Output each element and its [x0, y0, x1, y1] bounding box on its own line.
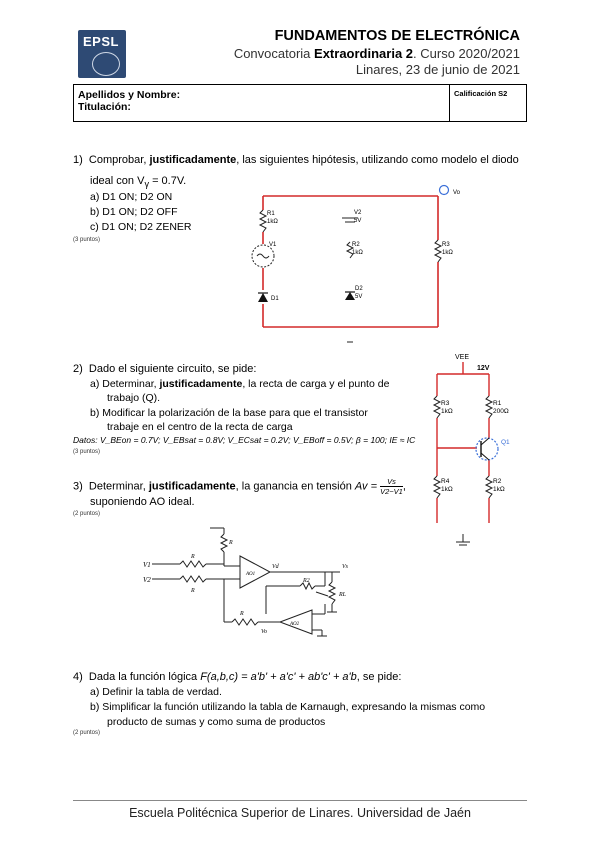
r2-value: 1kΩ: [493, 486, 505, 493]
q2-item-b-cont: trabaje en el centro de la recta de carga: [107, 421, 293, 433]
r2-label: R2: [493, 478, 502, 485]
r1-value: 200Ω: [493, 408, 509, 415]
q3-points: (2 puntos): [73, 511, 101, 517]
q4-item-a: a) Definir la tabla de verdad.: [90, 686, 222, 698]
q4-item-b: b) Simplificar la función utilizando la tabla de Karnaugh, expresando la mismas como: [90, 701, 486, 713]
r2-label: R2: [352, 242, 360, 248]
q4-item-b-cont: producto de sumas y como suma de productos: [107, 716, 326, 728]
r-feedback-label: R: [240, 611, 244, 617]
d2-value: 5V: [355, 294, 363, 300]
r1-resistor: [486, 396, 492, 418]
place-date: Linares, 23 de junio de 2021: [355, 62, 520, 77]
footer: Escuela Politécnica Superior de Linares. Universidad de Jaén: [129, 806, 471, 820]
v2-label: V2: [354, 210, 362, 216]
r3-label: R3: [441, 400, 450, 407]
q2-item-b: b) Modificar la polarización de la base para que el transistor: [90, 407, 368, 419]
r-input-2: [180, 576, 206, 582]
grade-label: Calificación S2: [454, 89, 508, 98]
footer-divider: [73, 800, 527, 801]
grade-cell: [450, 85, 527, 122]
question-3: 3) Determinar, justificadamente, la ganancia en tensión Av = $\frac{Vs}{V2-V1}$ ,: [73, 477, 406, 496]
rl-label: RL: [339, 592, 347, 598]
d2-label: D2: [355, 286, 363, 292]
v1-label: V1: [269, 242, 277, 248]
circuit-q1: [250, 182, 460, 347]
vs-label: Vs: [342, 564, 348, 570]
q1-label: Q1: [501, 439, 510, 446]
epsl-logo: [78, 30, 126, 78]
vee-value: 12V: [477, 365, 490, 372]
d1-diode: [258, 293, 268, 302]
circuit-q3: [140, 522, 360, 647]
q2-item-a-cont: trabajo (Q).: [107, 392, 161, 404]
circuit-q2: [425, 348, 535, 550]
r2-label: R2: [303, 578, 310, 584]
question-1: 1) Comprobar, justificadamente, las siguientes hipótesis, utilizando como modelo el diodo: [73, 154, 519, 166]
degree-label: Titulación:: [78, 101, 131, 113]
vee-label: VEE: [455, 354, 470, 361]
q1-points: (3 puntos): [73, 237, 101, 243]
r-label-2: R: [191, 588, 195, 594]
ao1-label: AO1: [246, 572, 256, 577]
r2-value: 1kΩ: [352, 250, 363, 256]
r1-resistor: [260, 210, 266, 232]
r-input-1: [180, 561, 206, 567]
question-4: 4) Dada la función lógica F(a,b,c) = a'b' + a'c' + ab'c' + a'b, se pide:: [73, 671, 402, 683]
q1-item-c: c) D1 ON; D2 ZENER: [90, 221, 192, 233]
r1-value: 1kΩ: [267, 219, 278, 225]
r-label-1: R: [191, 554, 195, 560]
ao2-label: AO2: [290, 622, 300, 627]
v2-value: 5V: [354, 218, 362, 224]
probe-icon: [440, 186, 449, 195]
q4-points: (2 puntos): [73, 730, 101, 736]
question-3-cont: suponiendo AO ideal.: [90, 496, 195, 508]
r3-label: R3: [442, 242, 450, 248]
globe-icon: [92, 52, 120, 76]
rl-resistor: [329, 582, 335, 604]
q1-item-b: b) D1 ON; D2 OFF: [90, 206, 178, 218]
r1-label: R1: [493, 400, 502, 407]
r-top-label: R: [229, 540, 233, 546]
d2-diode: [345, 292, 355, 300]
q2-item-a: a) Determinar, justificadamente, la recta de carga y el punto de: [90, 378, 390, 390]
vo-label: Vo: [261, 629, 267, 635]
r-feedback: [232, 619, 258, 625]
probe-label: Vo: [453, 190, 460, 196]
name-degree-cell[interactable]: [74, 85, 450, 122]
r4-value: 1kΩ: [441, 486, 453, 493]
r4-resistor: [434, 476, 440, 498]
logo-text: EPSL: [83, 34, 119, 49]
exam-call: Convocatoria Extraordinaria 2. Curso 2020/2021: [233, 46, 520, 61]
r-top-resistor: [221, 534, 227, 552]
q2-data: Datos: V_BEon = 0.7V; V_EBsat = 0.8V; V_ECsat = 0.2V; V_EBoff = 0.5V; β = 100; IE ≈ IC: [73, 435, 416, 445]
course-title: FUNDAMENTOS DE ELECTRÓNICA: [274, 28, 520, 44]
r3-resistor: [435, 240, 441, 262]
v2-label: V2: [143, 576, 151, 584]
name-label: Apellidos y Nombre:: [78, 89, 181, 101]
question-2: 2) Dado el siguiente circuito, se pide:: [73, 363, 257, 375]
r2-resistor: [486, 476, 492, 498]
question-1-cont: ideal con $V_\gamma = 0.7V$.: [90, 175, 187, 190]
q1-item-a: a) D1 ON; D2 ON: [90, 191, 173, 203]
q1-transistor: [476, 438, 498, 460]
d1-label: D1: [271, 296, 279, 302]
r1-label: R1: [267, 211, 275, 217]
r3-value: 1kΩ: [442, 250, 453, 256]
vd-label: Vd: [272, 564, 279, 570]
student-info-box: [73, 84, 527, 122]
r4-label: R4: [441, 478, 450, 485]
v1-label: V1: [143, 561, 151, 569]
gain-fraction: $\frac{Vs}{V2-V1}$: [380, 477, 403, 496]
q2-points: (3 puntos): [73, 449, 101, 455]
r3-value: 1kΩ: [441, 408, 453, 415]
r3-resistor: [434, 396, 440, 418]
